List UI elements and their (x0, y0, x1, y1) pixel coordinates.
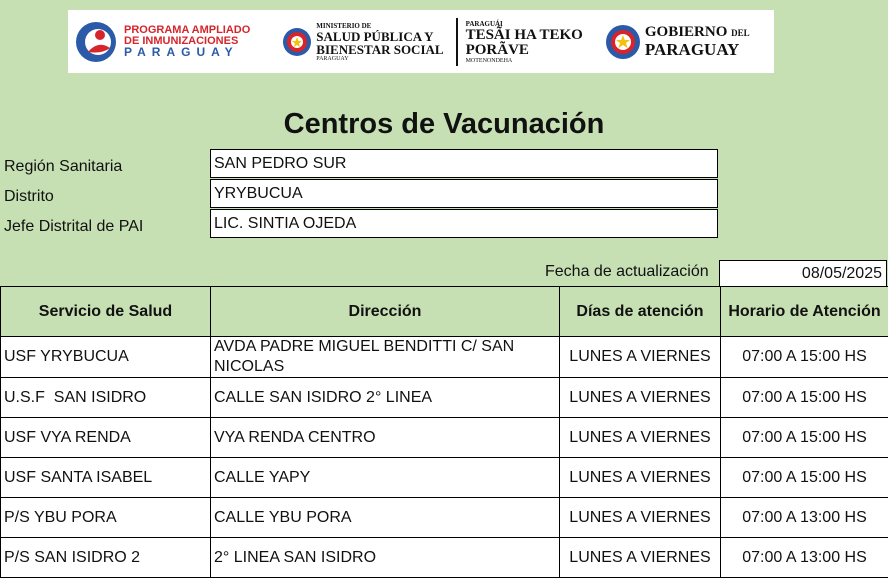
cell-horario: 07:00 A 15:00 HS (721, 458, 888, 498)
cell-direccion: CALLE YBU PORA (211, 498, 560, 538)
gobierno-logo (605, 10, 750, 73)
cell-servicio: U.S.F SAN ISIDRO (1, 378, 211, 418)
pai-line-2: DE INMUNIZACIONES (124, 36, 250, 47)
centers-table (0, 286, 888, 578)
cell-direccion: CALLE YAPY (211, 458, 560, 498)
cell-horario: 07:00 A 13:00 HS (721, 538, 888, 578)
gobierno-seal-icon (605, 24, 641, 60)
table-row (1, 458, 888, 498)
pai-logo (72, 10, 250, 73)
fecha-label: Fecha de actualización (545, 263, 709, 281)
ministerio-line-2: SALUD PÚBLICA Y (316, 30, 443, 43)
ministerio-line-3: BIENESTAR SOCIAL (316, 43, 443, 56)
teko-line-2: TESÃI HA TEKO (466, 28, 583, 43)
teko-line-4: MOTENONDEHA (466, 58, 583, 64)
cell-servicio: USF SANTA ISABEL (1, 458, 211, 498)
cell-dias: LUNES A VIERNES (560, 418, 721, 458)
fecha-value: 08/05/2025 (719, 260, 887, 287)
distrito-value: YRYBUCUA (210, 179, 718, 208)
header-dias: Días de atención (560, 287, 721, 337)
cell-dias: LUNES A VIERNES (560, 458, 721, 498)
cell-horario: 07:00 A 15:00 HS (721, 378, 888, 418)
table-row (1, 337, 888, 378)
page-title: Centros de Vacunación (0, 108, 888, 141)
jefe-label: Jefe Distrital de PAI (4, 218, 143, 236)
header-banner (68, 10, 774, 73)
cell-servicio: USF YRYBUCUA (1, 337, 211, 378)
ministerio-line-1: MINISTERIO DE (316, 22, 443, 30)
pai-line-3: PARAGUAY (124, 47, 250, 58)
header-servicio: Servicio de Salud (1, 287, 211, 337)
gobierno-line-3: PARAGUAY (645, 41, 750, 58)
teko-line-3: PORÃVE (466, 43, 583, 58)
cell-direccion: 2° LINEA SAN ISIDRO (211, 538, 560, 578)
pai-line-1: PROGRAMA AMPLIADO (124, 25, 250, 36)
cell-direccion: VYA RENDA CENTRO (211, 418, 560, 458)
header-horario: Horario de Atención (721, 287, 888, 337)
cell-servicio: P/S SAN ISIDRO 2 (1, 538, 211, 578)
distrito-label: Distrito (4, 188, 54, 206)
ministerio-line-4: PARAGUAY (316, 56, 443, 62)
cell-servicio: USF VYA RENDA (1, 418, 211, 458)
table-row (1, 538, 888, 578)
cell-direccion: CALLE SAN ISIDRO 2° LINEA (211, 378, 560, 418)
pai-emblem-icon (72, 18, 120, 66)
cell-dias: LUNES A VIERNES (560, 337, 721, 378)
cell-horario: 07:00 A 15:00 HS (721, 337, 888, 378)
teko-line-1: PARAGUÁI (466, 20, 583, 28)
header-direccion: Dirección (211, 287, 560, 337)
table-row (1, 498, 888, 538)
region-value: SAN PEDRO SUR (210, 149, 718, 178)
cell-horario: 07:00 A 15:00 HS (721, 418, 888, 458)
cell-horario: 07:00 A 13:00 HS (721, 498, 888, 538)
cell-servicio: P/S YBU PORA (1, 498, 211, 538)
region-label: Región Sanitaria (4, 158, 122, 176)
table-header-row (1, 287, 888, 337)
ministerio-logo (282, 10, 443, 73)
gobierno-line-1: GOBIERNO (645, 24, 728, 40)
gobierno-line-2: DEL (731, 28, 750, 38)
cell-dias: LUNES A VIERNES (560, 498, 721, 538)
table-row (1, 418, 888, 458)
seal-icon (282, 27, 312, 57)
cell-direccion: AVDA PADRE MIGUEL BENDITTI C/ SAN NICOLAS (211, 337, 560, 378)
cell-dias: LUNES A VIERNES (560, 378, 721, 418)
table-row (1, 378, 888, 418)
teko-logo (456, 18, 583, 66)
jefe-value: LIC. SINTIA OJEDA (210, 209, 718, 238)
cell-dias: LUNES A VIERNES (560, 538, 721, 578)
